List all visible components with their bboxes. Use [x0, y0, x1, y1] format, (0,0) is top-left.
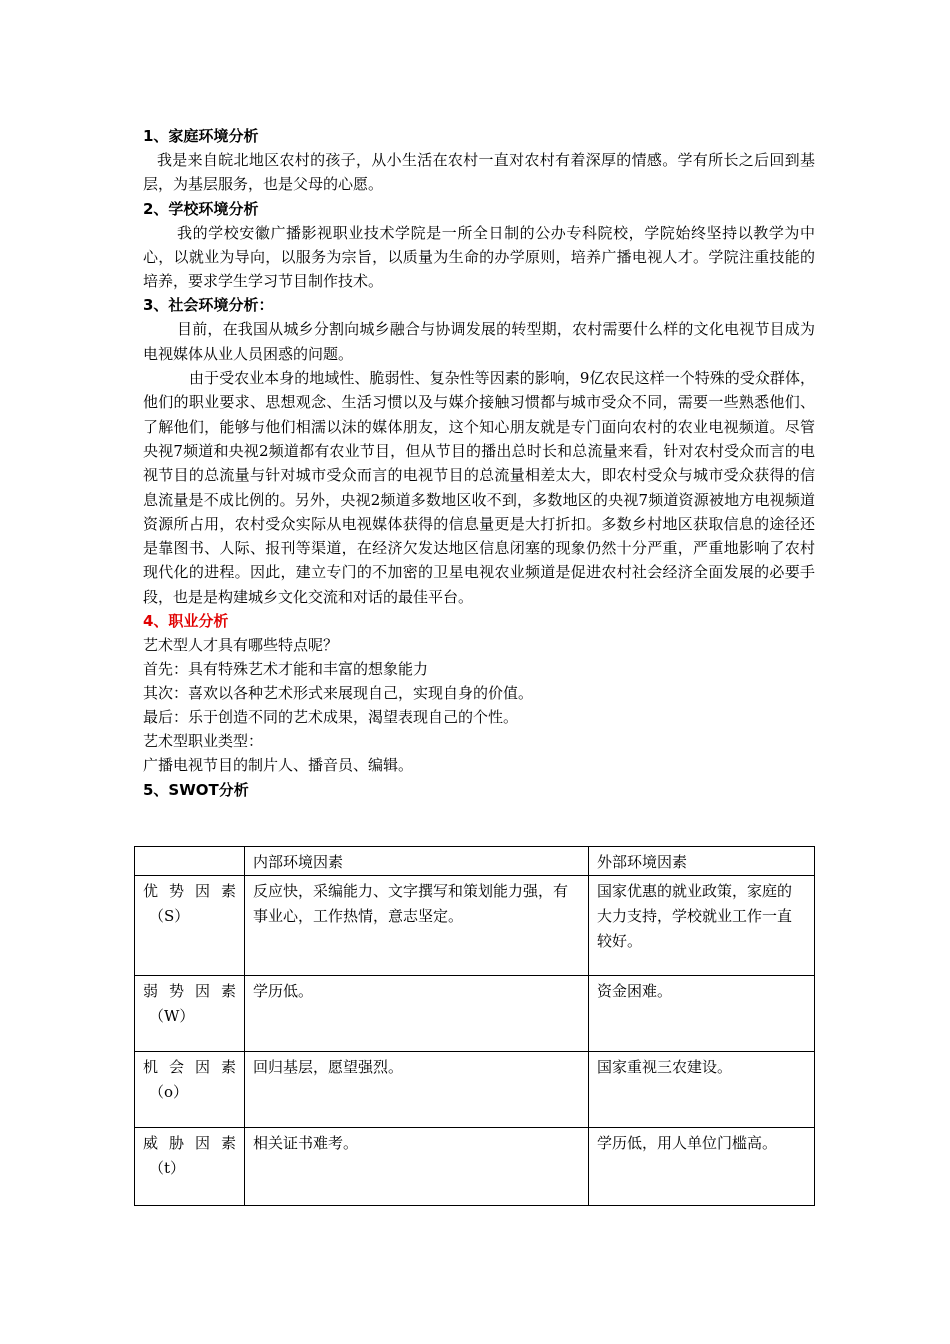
swot-label-code: （S）	[149, 907, 190, 925]
swot-row-label	[135, 1128, 245, 1206]
swot-row-opportunities	[135, 1052, 815, 1128]
document-body	[143, 124, 815, 802]
swot-label-code: （W）	[149, 1007, 195, 1025]
swot-row-label	[135, 876, 245, 976]
career-line: 广播电视节目的制片人、播音员、编辑。	[143, 756, 414, 775]
heading-family-analysis: 1、家庭环境分析	[143, 127, 259, 145]
career-line: 艺术型人才具有哪些特点呢？	[143, 636, 339, 655]
swot-external-cell: 资金困难。	[589, 976, 815, 1052]
swot-row-label	[135, 976, 245, 1052]
swot-label-text: 优 势 因 素	[143, 882, 236, 900]
swot-header-row	[135, 847, 815, 876]
career-line: 艺术型职业类型：	[143, 732, 264, 751]
swot-external-cell: 学历低，用人单位门槛高。	[589, 1128, 815, 1206]
swot-row-strengths	[135, 876, 815, 976]
swot-label-text: 威 胁 因 素	[143, 1134, 236, 1152]
swot-label-text: 弱 势 因 素	[143, 982, 236, 1000]
social-analysis-para-1: 目前，在我国从城乡分割向城乡融合与协调发展的转型期，农村需要什么样的文化电视节目成为电视媒体从业人员困惑的问题。	[143, 320, 815, 363]
heading-career-analysis: 4、职业分析	[143, 612, 229, 631]
swot-external-cell: 国家重视三农建设。	[589, 1052, 815, 1128]
swot-header-internal: 内部环境因素	[245, 847, 589, 876]
swot-label-code: （t）	[149, 1159, 186, 1177]
swot-internal-cell: 回归基层，愿望强烈。	[245, 1052, 589, 1128]
social-analysis-para-2: 由于受农业本身的地域性、脆弱性、复杂性等因素的影响，9亿农民这样一个特殊的受众群体，他们的职业要求、思想观念、生活习惯以及与媒介接触习惯都与城市受众不同，需要一些熟悉他们、了解他们，能够与他们相濡以沫的媒体朋友，这个知心朋友就是专门面向农村的农业电视频道。尽管央视7频道和央视2频道都有农业节目，但从节目的播出总时长和总流量来看，针对农村受众而言的电视节目的总流量与针对城市受众而言的电视节目的总流量相差太大，即农村受众与城市受众获得的信息流量是不成比例的。另外，央视2频道多数地区收不到，多数地区的央视7频道资源被地方电视频道资源所占用，农村受众实际从电视媒体获得的信息量更是大打折扣。多数乡村地区获取信息的途径还是靠图书、人际、报刊等渠道，在经济欠发达地区信息闭塞的现象仍然十分严重，严重地影响了农村现代化的进程。因此，建立专门的不加密的卫星电视农业频道是促进农村社会经济全面发展的必要手段，也是是构建城乡文化交流和对话的最佳平台。	[143, 369, 815, 606]
school-analysis-text: 我的学校安徽广播影视职业技术学院是一所全日制的公办专科院校，学院始终坚持以教学为中心，以就业为导向，以服务为宗旨，以质量为生命的办学原则，培养广播电视人才。学院注重技能的培养，要求学生学习节目制作技术。	[143, 223, 815, 291]
swot-label-code: （o）	[149, 1083, 189, 1101]
heading-school-analysis: 2、学校环境分析	[143, 199, 259, 218]
swot-header-blank	[135, 847, 245, 876]
heading-swot-analysis: 5、SWOT分析	[143, 781, 249, 800]
swot-internal-cell: 相关证书难考。	[245, 1128, 589, 1206]
swot-table	[134, 846, 815, 1206]
swot-label-text: 机 会 因 素	[143, 1058, 236, 1076]
swot-internal-cell: 学历低。	[245, 976, 589, 1052]
career-line: 首先：具有特殊艺术才能和丰富的想象能力	[143, 660, 429, 679]
family-analysis-text: 我是来自皖北地区农村的孩子，从小生活在农村一直对农村有着深厚的情感。学有所长之后回到基层，为基层服务，也是父母的心愿。	[143, 151, 815, 194]
career-line: 其次：喜欢以各种艺术形式来展现自己，实现自身的价值。	[143, 684, 534, 703]
career-line: 最后：乐于创造不同的艺术成果，渴望表现自己的个性。	[143, 708, 519, 727]
swot-header-external: 外部环境因素	[589, 847, 815, 876]
swot-external-cell: 国家优惠的就业政策，家庭的大力支持，学校就业工作一直较好。	[589, 876, 815, 976]
swot-row-weaknesses	[135, 976, 815, 1052]
swot-internal-cell: 反应快，采编能力、文字撰写和策划能力强，有事业心，工作热情，意志坚定。	[245, 876, 589, 976]
swot-row-label	[135, 1052, 245, 1128]
swot-row-threats	[135, 1128, 815, 1206]
heading-social-analysis: 3、社会环境分析：	[143, 296, 274, 315]
